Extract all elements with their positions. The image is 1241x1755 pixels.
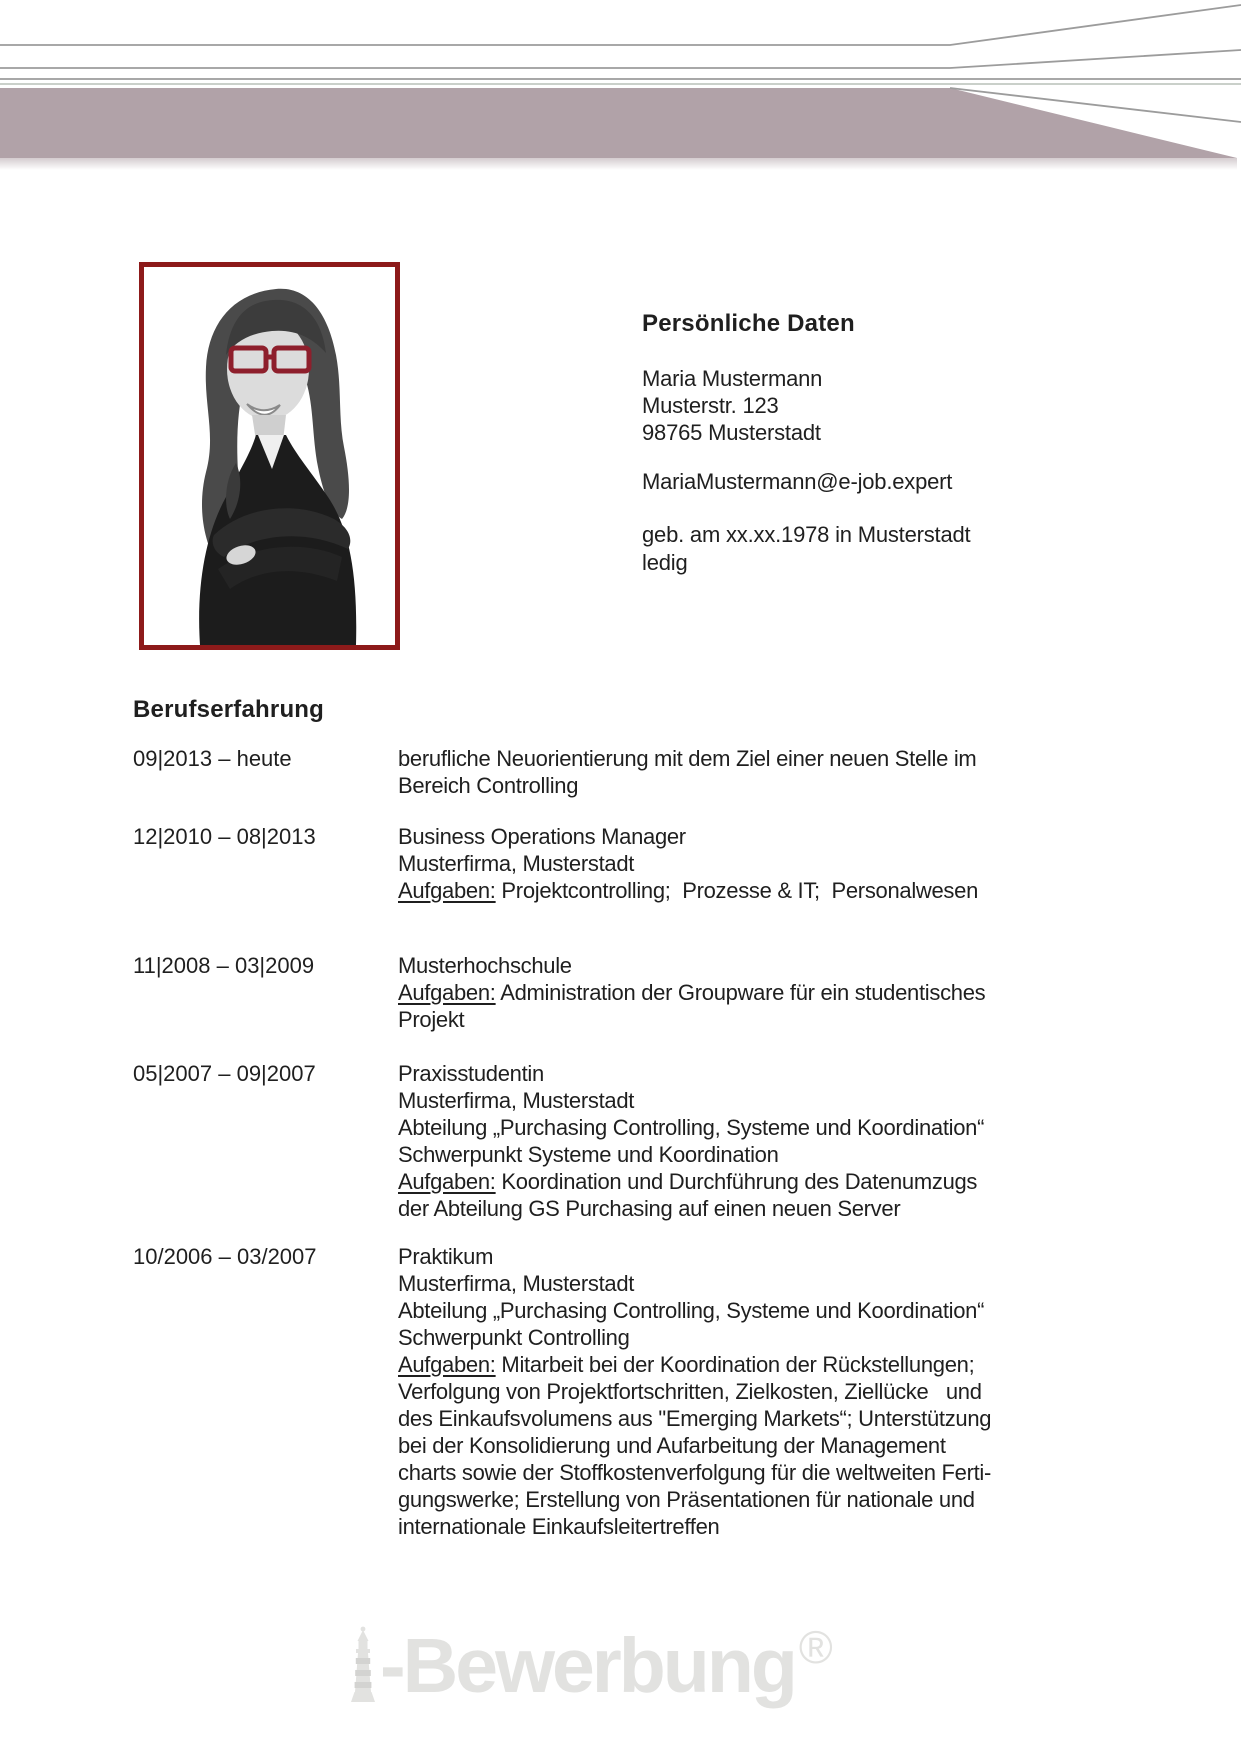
personal-data-heading: Persönliche Daten	[642, 310, 855, 337]
entry-period: 09|2013 – heute	[133, 746, 292, 771]
person-street: Musterstr. 123	[642, 393, 779, 418]
entry-description: berufliche Neuorientierung mit dem Ziel einer neuen Stelle im Bereich Controlling	[398, 746, 977, 798]
entry-description: Praktikum Musterfirma, Musterstadt Abteilung „Purchasing Controlling, Systeme und Koordination“ Schwerpunkt Controlling Aufgaben: Mitarbeit bei der Koordination der Rückstellungen; Verfolgung von Projektfortschritten, Zielkosten, Ziellücke und des Einkaufsvolumens aus "Emerging Markets“; Unterstützung bei der Konsolidierung und Aufarbeitung der Management charts sowie der Stoffkostenverfolgung für die weltweiten Ferti- gungswerke; Erstellung von Präsentationen für nationale und internationale Einkaufsleitertreffen	[398, 1244, 992, 1539]
experience-entry	[133, 1243, 1114, 1540]
entry-period: 05|2007 – 09|2007	[133, 1061, 316, 1086]
experience-entry	[133, 952, 1114, 1033]
person-name: Maria Mustermann	[642, 366, 823, 391]
portrait-photo	[144, 267, 395, 645]
header-decoration	[0, 0, 1241, 180]
experience-entry	[133, 1060, 1114, 1222]
lighthouse-icon	[348, 1626, 378, 1704]
entry-description: Praxisstudentin Musterfirma, Musterstadt Abteilung „Purchasing Controlling, Systeme und Koordination“ Schwerpunkt Systeme und Koordination Aufgaben: Koordination und Durchführung des Datenumzugs der Abteilung GS Purchasing auf einen neuen Server	[398, 1061, 985, 1221]
entry-period: 11|2008 – 03|2009	[133, 953, 315, 978]
portrait-photo-frame	[139, 262, 400, 650]
watermark-text: -Bewerbung	[380, 1623, 795, 1709]
person-birthdate: geb. am xx.xx.1978 in Musterstadt	[642, 522, 971, 547]
watermark	[348, 1621, 833, 1709]
entry-period: 10/2006 – 03/2007	[133, 1244, 317, 1269]
person-email: MariaMustermann@e-job.expert	[642, 469, 953, 494]
person-city: 98765 Musterstadt	[642, 420, 821, 445]
entry-period: 12|2010 – 08|2013	[133, 824, 316, 849]
person-marital-status: ledig	[642, 550, 688, 575]
experience-entry	[133, 823, 1114, 904]
entry-description: Musterhochschule Aufgaben: Administration der Groupware für ein studentisches Projekt	[398, 953, 986, 1032]
registered-trademark-icon: ®	[798, 1621, 833, 1673]
experience-heading: Berufserfahrung	[133, 696, 325, 723]
header-band	[0, 88, 1237, 158]
experience-entry	[133, 745, 1114, 799]
entry-description: Business Operations Manager Musterfirma, Musterstadt Aufgaben: Projektcontrolling; Prozesse & IT; Personalwesen	[398, 824, 979, 903]
